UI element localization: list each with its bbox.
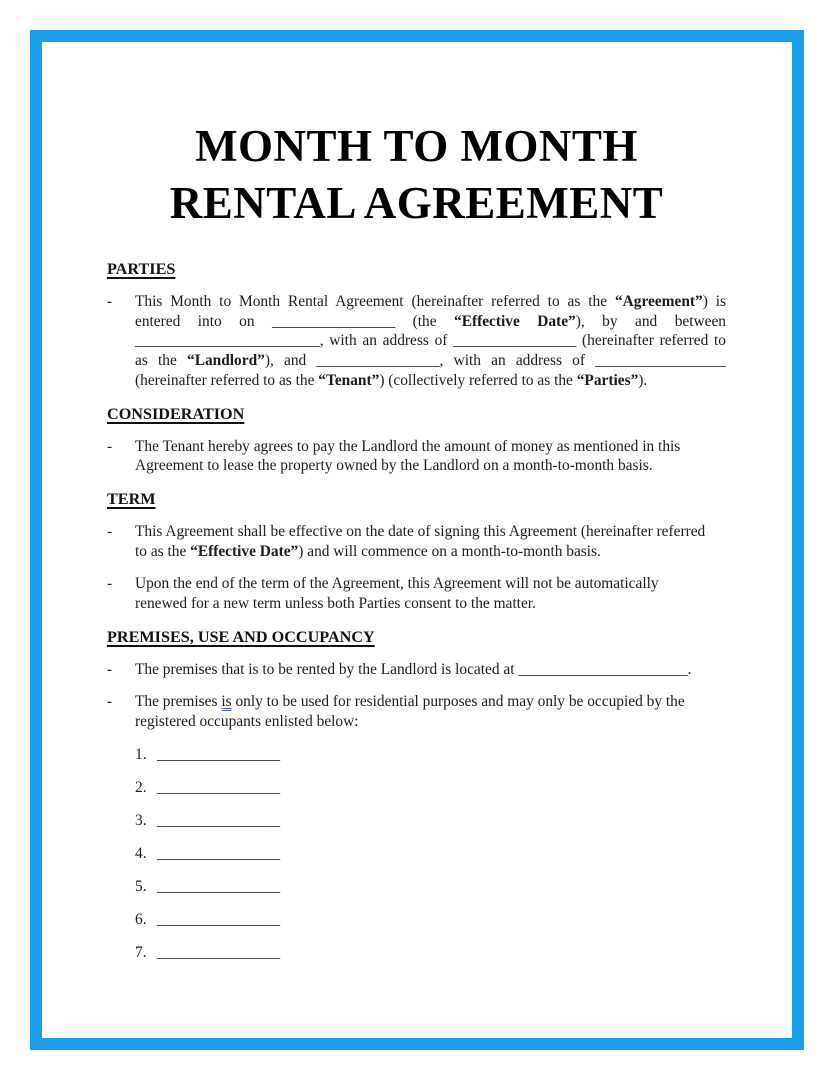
paragraph-line [135, 660, 726, 680]
occupant-list-item [107, 943, 726, 963]
blank-field: ________________ [157, 877, 281, 895]
grammar-flagged-word: is [221, 693, 232, 711]
paragraph-line [135, 522, 726, 542]
paragraph-line [135, 331, 726, 351]
list-number: 4. [135, 844, 147, 862]
section-heading [107, 627, 726, 647]
text-segment: to as the [135, 542, 191, 560]
paragraph-content [135, 692, 726, 731]
occupant-list-item [107, 910, 726, 930]
blank-field: ________________ [316, 352, 440, 370]
document-title [107, 118, 726, 232]
bullet-paragraph [107, 574, 726, 613]
bold-term: “Effective Date” [454, 312, 576, 330]
paragraph-content [135, 574, 726, 613]
paragraph-line [135, 292, 726, 312]
text-segment: , with an address of [319, 332, 454, 350]
paragraph-line [135, 692, 726, 712]
paragraph-content [135, 292, 726, 391]
text-segment: as the [135, 352, 187, 370]
occupant-list-item [107, 778, 726, 798]
text-segment: (hereinafter referred to [576, 332, 726, 350]
blank-field: ________________ [157, 745, 281, 763]
paragraph-line [135, 456, 726, 476]
list-number: 6. [135, 910, 147, 928]
section-heading-text: PARTIES [107, 260, 176, 278]
text-segment: ) and will commence on a month-to-month basis. [298, 542, 601, 560]
bold-term: “Parties” [576, 371, 639, 389]
document-title-line-1: MONTH TO MONTH [195, 121, 638, 171]
blank-field: ______________________ [518, 660, 688, 678]
section-heading [107, 489, 726, 509]
bullet-paragraph [107, 692, 726, 731]
text-segment: The premises [135, 693, 222, 711]
bold-term: “Agreement” [614, 293, 703, 310]
paragraph-line [135, 351, 726, 371]
text-segment: ). [638, 371, 648, 389]
bullet-paragraph [107, 292, 726, 391]
paragraph-line [135, 437, 726, 457]
bold-term: “Tenant” [318, 371, 380, 389]
text-segment: The premises that is to be rented by the Landlord is located at [135, 660, 519, 678]
blank-field: ________________ [157, 811, 281, 829]
text-segment: ), and [264, 352, 317, 370]
blank-field: ________________ [157, 943, 281, 961]
occupant-list-item [107, 877, 726, 897]
text-segment: , with an address of [439, 352, 596, 370]
paragraph-line [135, 594, 726, 614]
text-segment: (the [395, 312, 454, 330]
occupant-list-item [107, 811, 726, 831]
section-heading-text: CONSIDERATION [107, 404, 245, 423]
blank-field: ________________________ [135, 332, 320, 350]
paragraph-line [135, 712, 726, 732]
bold-term: “Effective Date” [190, 542, 299, 560]
text-segment: only to be used for residential purposes and may only be occupied by the [231, 693, 685, 711]
occupant-list-item [107, 745, 726, 765]
paragraph-content [135, 660, 726, 680]
paragraph-line [135, 574, 726, 594]
bullet-marker: - [107, 437, 113, 455]
text-segment: ) (collectively referred to as the [379, 371, 577, 389]
paragraph-content [135, 437, 726, 476]
text-segment: Upon the end of the term of the Agreement, this Agreement will not be automatically [135, 575, 659, 593]
section-heading-text: TERM [107, 489, 156, 508]
bullet-marker: - [107, 660, 113, 678]
list-number: 3. [135, 811, 147, 829]
sections-container [107, 259, 726, 963]
blue-border-frame [30, 30, 804, 1050]
bold-term: “Landlord” [187, 352, 265, 370]
list-number: 7. [135, 943, 147, 961]
list-number: 2. [135, 778, 147, 796]
bullet-marker: - [107, 575, 113, 593]
blank-field: ________________ [157, 844, 281, 862]
text-segment: This Agreement shall be effective on the date of signing this Agreement (hereinafter referred [135, 522, 706, 540]
section-heading [107, 259, 726, 279]
occupant-list-item [107, 844, 726, 864]
section-heading-text: PREMISES, USE AND OCCUPANCY [107, 627, 375, 646]
text-segment: (hereinafter referred to as the [135, 371, 319, 389]
text-segment: Agreement to lease the property owned by the Landlord on a month-to-month basis. [135, 457, 653, 475]
bullet-marker: - [107, 693, 113, 711]
text-segment: This Month to Month Rental Agreement (hereinafter referred to as the [135, 293, 615, 310]
occupant-list [107, 745, 726, 963]
bullet-marker: - [107, 293, 113, 310]
bullet-paragraph [107, 437, 726, 476]
bullet-paragraph [107, 660, 726, 680]
document-title-line-2: RENTAL AGREEMENT [169, 178, 664, 228]
text-segment: ) is [702, 293, 726, 310]
text-segment: registered occupants enlisted below: [135, 713, 359, 731]
text-segment: The Tenant hereby agrees to pay the Landlord the amount of money as mentioned in this [135, 437, 681, 455]
text-segment: entered into on [135, 312, 273, 330]
paragraph-content [135, 522, 726, 561]
section-heading [107, 404, 726, 424]
blank-field: _________________ [595, 352, 727, 370]
text-segment: ), by and between [575, 312, 726, 330]
list-number: 1. [135, 745, 147, 763]
document-body [107, 42, 726, 976]
bullet-marker: - [107, 522, 113, 540]
blank-field: ________________ [272, 312, 396, 330]
paragraph-line [135, 542, 726, 562]
text-segment: renewed for a new term unless both Parties consent to the matter. [135, 595, 536, 613]
paragraph-line [135, 371, 726, 391]
text-segment: . [687, 660, 692, 678]
blank-field: ________________ [157, 778, 281, 796]
list-number: 5. [135, 877, 147, 895]
paragraph-line [135, 312, 726, 332]
blank-field: ________________ [157, 910, 281, 928]
bullet-paragraph [107, 522, 726, 561]
blank-field: ________________ [453, 332, 577, 350]
